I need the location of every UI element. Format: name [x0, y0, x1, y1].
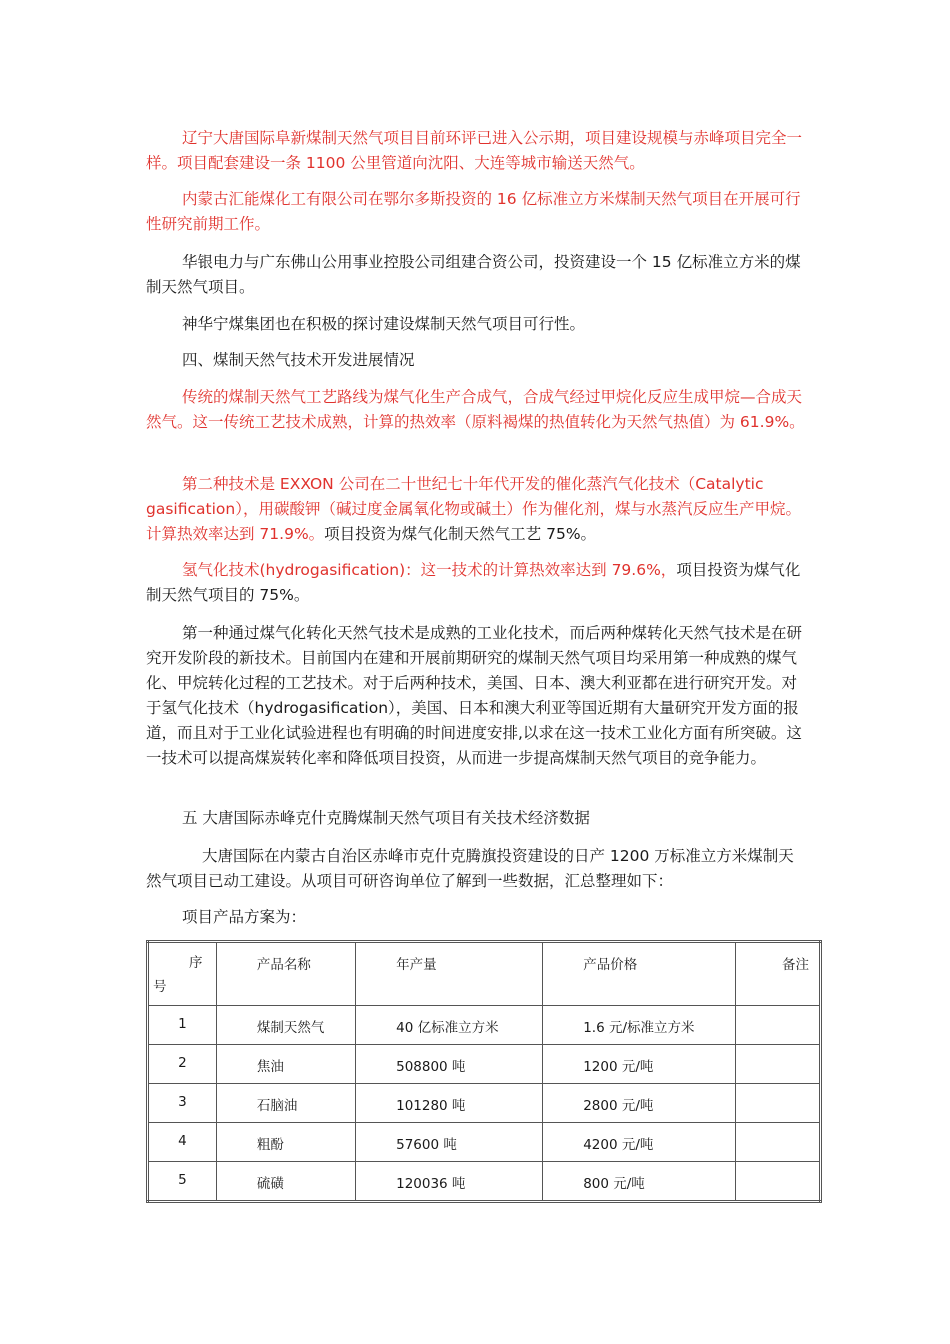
row-price: 4200 元/吨	[583, 1137, 654, 1153]
hydro-black-text: 项目投资为煤气化制天然气项目的 75%。	[146, 561, 801, 604]
table-row	[148, 1084, 821, 1123]
table-row	[148, 1123, 821, 1162]
row-no: 1	[178, 1016, 187, 1032]
row-name: 焦油	[256, 1059, 284, 1075]
paragraph-datang-project: 大唐国际在内蒙古自治区赤峰市克什克腾旗投资建设的日产 1200 万标准立方米煤制天然气项目已动工建设。从项目可研咨询单位了解到一些数据，汇总整理如下：	[146, 847, 794, 890]
row-qty: 101280 吨	[396, 1098, 466, 1114]
row-note	[736, 1162, 819, 1172]
row-no: 2	[178, 1055, 187, 1071]
row-qty: 508800 吨	[396, 1059, 466, 1075]
paragraph-hydrogasification	[146, 558, 806, 608]
second-tech-red-text: 第二种技术是 EXXON 公司在二十世纪七十年代开发的催化蒸汽气化技术（Catalytic gasification），用碳酸钾（碱过度金属氧化物或碱土）作为催化剂，煤与水蒸汽反应生产甲烷。计算热效率达到 71.9%。	[146, 475, 801, 543]
row-note	[736, 1084, 819, 1094]
row-price: 1.6 元/标准立方米	[583, 1020, 695, 1036]
table-header-row	[148, 942, 821, 1006]
row-note	[736, 1045, 819, 1055]
row-no: 4	[178, 1133, 187, 1149]
row-name: 粗酚	[256, 1137, 284, 1153]
section-heading-5: 五 大唐国际赤峰克什克腾煤制天然气项目有关技术经济数据	[182, 809, 590, 827]
row-price: 1200 元/吨	[583, 1059, 654, 1075]
row-note	[736, 1123, 819, 1133]
row-no: 5	[178, 1172, 187, 1188]
row-qty: 120036 吨	[396, 1176, 466, 1192]
paragraph-second-tech	[146, 472, 806, 547]
product-table	[146, 940, 822, 1203]
row-qty: 57600 吨	[396, 1137, 457, 1153]
paragraph-inner-mongolia: 内蒙古汇能煤化工有限公司在鄂尔多斯投资的 16 亿标准立方米煤制天然气项目在开展可行性研究前期工作。	[146, 190, 801, 233]
table-row	[148, 1045, 821, 1084]
paragraph-shenhua: 神华宁煤集团也在积极的探讨建设煤制天然气项目可行性。	[182, 315, 586, 333]
header-cell-name: 产品名称	[216, 942, 355, 1006]
row-note	[736, 1006, 819, 1016]
paragraph-liaoning: 辽宁大唐国际阜新煤制天然气项目目前环评已进入公示期，项目建设规模与赤峰项目完全一样。项目配套建设一条 1100 公里管道向沈阳、大连等城市输送天然气。	[146, 129, 803, 172]
header-no-char-1: 序	[189, 955, 203, 971]
table-row	[148, 1006, 821, 1045]
paragraph-huayin: 华银电力与广东佛山公用事业控股公司组建合资公司，投资建设一个 15 亿标准立方米的煤制天然气项目。	[146, 253, 801, 296]
row-name: 煤制天然气	[256, 1020, 325, 1036]
row-price: 2800 元/吨	[583, 1098, 654, 1114]
second-tech-black-text: 项目投资为煤气化制天然气工艺 75%。	[324, 525, 597, 543]
paragraph-product-plan: 项目产品方案为：	[182, 908, 307, 926]
row-price: 800 元/吨	[583, 1176, 645, 1192]
paragraph-tech-summary: 第一种通过煤气化转化天然气技术是成熟的工业化技术，而后两种煤转化天然气技术是在研究开发阶段的新技术。目前国内在建和开展前期研究的煤制天然气项目均采用第一种成熟的煤气化、甲烷转化过程的工艺技术。对于后两种技术，美国、日本、澳大利亚都在进行研究开发。对于氢气化技术（hydrogasification），美国、日本和澳大利亚等国近期有大量研究开发方面的报道，而且对于工业化试验进程也有明确的时间进度安排,以求在这一技术工业化方面有所突破。这一技术可以提高煤炭转化率和降低项目投资，从而进一步提高煤制天然气项目的竞争能力。	[146, 624, 803, 767]
header-cell-no	[148, 942, 217, 1006]
header-cell-note: 备注	[735, 942, 820, 1006]
row-qty: 40 亿标准立方米	[396, 1020, 499, 1036]
header-no-char-2: 号	[153, 979, 167, 995]
table-row	[148, 1162, 821, 1202]
paragraph-traditional-tech: 传统的煤制天然气工艺路线为煤气化生产合成气，合成气经过甲烷化反应生成甲烷—合成天然气。这一传统工艺技术成熟，计算的热效率（原料褐煤的热值转化为天然气热值）为 61.9%。	[146, 388, 805, 431]
hydro-red-text: 氢气化技术(hydrogasification)：这一技术的计算热效率达到 79.6%，	[182, 561, 677, 579]
row-name: 石脑油	[256, 1098, 298, 1114]
header-cell-price: 产品价格	[543, 942, 736, 1006]
row-no: 3	[178, 1094, 187, 1110]
section-heading-4: 四、煤制天然气技术开发进展情况	[182, 351, 415, 369]
row-name: 硫磺	[256, 1176, 284, 1192]
header-cell-qty: 年产量	[356, 942, 543, 1006]
